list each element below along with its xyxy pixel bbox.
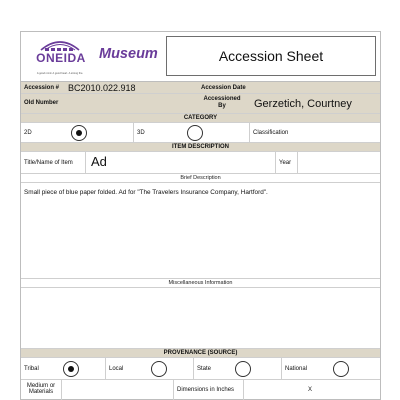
accession-number-label: Accession # <box>24 85 60 91</box>
dimensions-label: Dimensions in Inches <box>177 387 235 393</box>
item-title-label: Title/Name of Item <box>24 160 73 166</box>
medium-label: Medium or Materials <box>26 383 56 395</box>
category-3d-radio[interactable] <box>187 125 203 141</box>
category-section-bar: CATEGORY <box>21 114 380 123</box>
accession-number-value[interactable]: BC2010.022.918 <box>68 83 136 93</box>
accessioned-by-value[interactable]: Gerzetich, Courtney <box>254 98 352 110</box>
category-2d-radio[interactable] <box>71 125 87 141</box>
accession-number-row <box>21 82 380 94</box>
accession-date-label: Accession Date <box>201 85 246 91</box>
provenance-tribal-label: Tribal <box>24 366 39 372</box>
year-label: Year <box>279 160 292 166</box>
sheet-title: Accession Sheet <box>166 36 376 76</box>
provenance-state-label: State <box>197 366 212 372</box>
dimensions-separator: X <box>308 387 313 393</box>
oneida-logo <box>25 36 95 78</box>
museum-label: Museum <box>99 46 158 62</box>
old-number-row <box>21 94 380 114</box>
brief-description-text: Small piece of blue paper folded. Ad for "The Travelers Insurance Company, Hartford". <box>24 189 268 196</box>
medium-dimensions-row <box>21 380 380 400</box>
item-title-value[interactable]: Ad <box>91 154 107 169</box>
provenance-row <box>21 358 380 380</box>
category-row <box>21 123 380 143</box>
provenance-state-radio[interactable] <box>235 361 251 377</box>
provenance-national-label: National <box>285 366 308 372</box>
provenance-tribal-radio[interactable] <box>63 361 79 377</box>
category-2d-label: 2D <box>24 130 32 136</box>
provenance-local-label: Local <box>109 366 124 372</box>
accession-sheet <box>20 31 381 400</box>
brief-description-area[interactable] <box>21 183 380 279</box>
category-3d-label: 3D <box>137 130 145 136</box>
logo-tagline: A good mind. A good heart. A strong fire. <box>36 72 84 75</box>
accessioned-by-label: Accessioned By <box>203 96 241 109</box>
logo-wordmark: ONEIDA <box>36 51 86 65</box>
misc-information-area[interactable] <box>21 288 380 349</box>
sheet-header <box>21 32 380 82</box>
item-title-row <box>21 152 380 174</box>
old-number-label: Old Number <box>24 100 59 106</box>
brief-description-label: Brief Description <box>21 174 380 183</box>
provenance-national-radio[interactable] <box>333 361 349 377</box>
provenance-section-bar: PROVENANCE (SOURCE) <box>21 349 380 358</box>
classification-label: Classification <box>253 130 289 136</box>
provenance-local-radio[interactable] <box>151 361 167 377</box>
misc-information-label: Miscellaneous Information <box>21 279 380 288</box>
item-description-section-bar: ITEM DESCRIPTION <box>21 143 380 152</box>
